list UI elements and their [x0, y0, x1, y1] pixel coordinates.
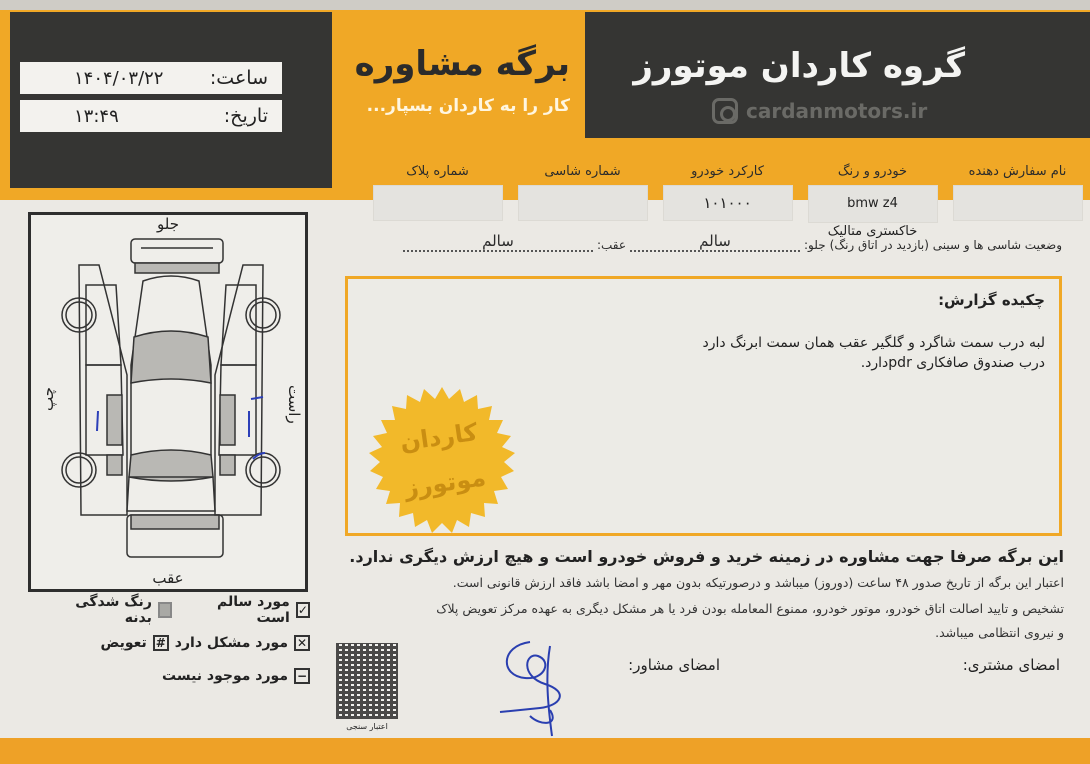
minus-box-icon: − — [294, 668, 310, 684]
instagram-icon — [712, 98, 738, 124]
field-car-color — [800, 158, 945, 239]
verification-qr[interactable] — [336, 643, 398, 735]
diagram-right-label: راست — [285, 385, 303, 424]
field-label: شماره شاسی — [544, 164, 621, 179]
diagram-rear-label: عقب — [152, 569, 184, 587]
footer-orange-band — [0, 738, 1090, 764]
legend-label: مورد موجود نیست — [162, 668, 288, 684]
chassis-status-label: وضعیت شاسی ها و سینی (بازدید در اتاق رنگ) — [829, 238, 1062, 252]
time-label: تاریخ: — [223, 105, 268, 127]
field-chassis-number — [510, 158, 655, 239]
report-title: چکیده گزارش: — [938, 291, 1045, 309]
legend-label: مورد سالم است — [217, 594, 290, 626]
plate-number-field[interactable] — [374, 186, 502, 220]
field-plate-number — [365, 158, 510, 239]
check-box-icon: ✓ — [296, 602, 310, 618]
form-title: برگه مشاوره — [354, 44, 570, 84]
brand-name: گروه کاردان موتورز — [633, 46, 965, 86]
instagram-text: cardanmotors.ir — [746, 99, 928, 123]
report-line: درب صندوق صافکاری pdrدارد. — [860, 355, 1045, 371]
front-status-value[interactable]: سالم — [630, 232, 800, 252]
legend-row — [60, 594, 310, 626]
field-label: شماره پلاک — [406, 164, 469, 179]
field-customer-name — [945, 158, 1090, 239]
form-subtitle: کار را به کاردان بسپار... — [366, 96, 570, 116]
instagram-handle — [712, 98, 927, 124]
chassis-status-row — [340, 232, 1062, 252]
rear-status-value[interactable]: سالم — [403, 232, 593, 252]
grey-box-icon — [158, 602, 172, 618]
customer-signature-label: امضای مشتری: — [962, 656, 1060, 674]
seal-line: کاردان — [398, 417, 480, 457]
disclaimer-line: اعتبار این برگه از تاریخ صدور ۴۸ ساعت (دوروز) میباشد و درصورتیکه بدون مهر و امضا باشد فاقد ارزش قانونی است. — [452, 575, 1064, 590]
date-label: ساعت: — [209, 67, 268, 89]
legend-label: مورد مشکل دارد — [174, 635, 288, 651]
date-value: ۱۴۰۴/۰۳/۲۲ — [74, 67, 164, 89]
field-mileage — [655, 158, 800, 239]
rear-label: عقب: — [596, 238, 627, 252]
car-model-value: bmw z4 — [847, 196, 898, 211]
front-label: جلو: — [804, 238, 826, 252]
vehicle-fields — [340, 158, 1090, 239]
diagram-legend — [60, 594, 310, 699]
car-color-field[interactable] — [809, 186, 937, 222]
car-damage-diagram — [28, 212, 308, 592]
diagram-left-label: چپ — [39, 387, 57, 412]
disclaimer-line: و نیروی انتظامی میباشد. — [935, 625, 1064, 640]
disclaimer-line: تشخیص و تایید اصالت اتاق خودرو، موتور خودرو، ممنوع المعامله بودن فرد یا هر مشکل دیگری به عهده مرکز تعویض پلاک — [436, 601, 1064, 616]
time-value: ۱۳:۴۹ — [74, 105, 119, 127]
time-row — [20, 100, 282, 132]
field-label: خودرو و رنگ — [837, 164, 908, 179]
report-line: لبه درب سمت شاگرد و گلگیر عقب همان سمت ابرنگ دارد — [702, 335, 1045, 351]
x-box-icon: ✕ — [294, 635, 310, 651]
qr-code-icon[interactable] — [336, 643, 398, 719]
car-color-value: خاکستری متالیک — [827, 224, 918, 239]
legend-row — [60, 666, 310, 686]
advisor-signature-label: امضای مشاور: — [628, 656, 720, 674]
hash-box-icon: # — [153, 635, 169, 651]
qr-caption: اعتبار سنجی — [346, 722, 388, 731]
legend-row — [60, 633, 310, 653]
date-time-panel — [10, 12, 332, 188]
customer-name-field[interactable] — [954, 186, 1082, 220]
date-row — [20, 62, 282, 94]
legend-label: تعویض — [100, 635, 147, 651]
disclaimer-bold: این برگه صرفا جهت مشاوره در زمینه خرید و فروش خودرو است و هیچ ارزش دیگری ندارد. — [349, 547, 1064, 566]
seal-text — [357, 375, 526, 544]
seal-line: موتورز — [402, 463, 488, 503]
field-label: کارکرد خودرو — [691, 164, 764, 179]
legend-label: رنگ شدگی بدنه — [75, 594, 152, 626]
field-label: نام سفارش دهنده — [968, 164, 1067, 179]
chassis-number-field[interactable] — [519, 186, 647, 220]
diagram-front-label: جلو — [157, 215, 179, 233]
mileage-field[interactable]: ۱۰۱۰۰۰ — [664, 186, 792, 220]
advisor-signature-icon — [490, 636, 600, 746]
car-outline-icon — [31, 215, 311, 595]
